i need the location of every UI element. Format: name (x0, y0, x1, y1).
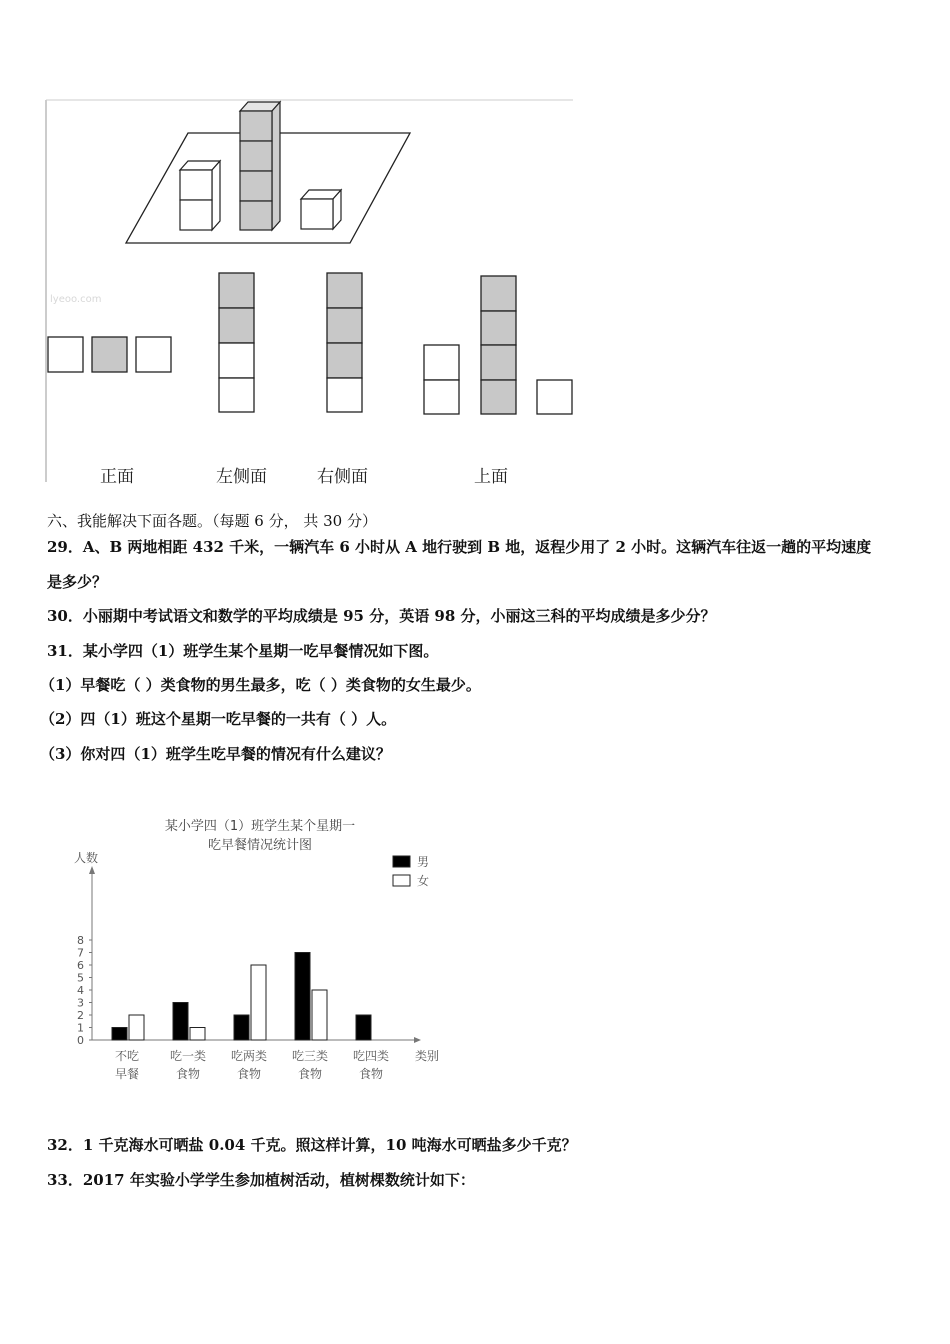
x-tick-label: 不吃 (114, 1049, 140, 1063)
chart-title-line-2: 吃早餐情况统计图 (207, 838, 313, 853)
chart-x-tick-labels (115, 1048, 389, 1081)
question-30: 30．小丽期中考试语文和数学的平均成绩是 95 分，英语 98 分，小丽这三科的平均成绩是多少分？ (47, 607, 716, 625)
legend-swatch (393, 856, 410, 867)
question-33: 33．2017 年实验小学学生参加植树活动，植树棵数统计如下： (47, 1171, 475, 1189)
question-29-line-1: 29．A、B 两地相距 432 千米，一辆汽车 6 小时从 A 地行驶到 B 地，返程少用了 2 小时。这辆汽车往返一趟的平均速度 (47, 538, 872, 556)
x-axis-arrow (414, 1037, 421, 1043)
section-heading: 六、我能解决下面各题。（每题 6 分， 共 30 分） (47, 512, 377, 530)
x-tick-label: 吃三类 (291, 1049, 329, 1063)
cube-stack-right (301, 190, 341, 229)
chart-x-label: 类别 (415, 1049, 440, 1063)
x-tick-label: 早餐 (114, 1067, 140, 1081)
question-32: 32．1 千克海水可晒盐 0.04 千克。照这样计算，10 吨海水可晒盐多少千克？ (47, 1136, 577, 1154)
chart-bars (112, 953, 371, 1041)
label-left-side-view: 左侧面 (216, 467, 267, 487)
top-view (424, 276, 572, 414)
x-tick-label: 食物 (358, 1067, 384, 1081)
bar-female (129, 1015, 144, 1040)
y-tick-label: 3 (77, 996, 84, 1010)
cube-stack-left (180, 161, 220, 230)
y-tick-label: 2 (77, 1009, 84, 1022)
y-tick-label: 4 (77, 984, 84, 997)
right-side-view (327, 273, 362, 412)
three-view-figure (0, 0, 600, 500)
bar-female (312, 990, 327, 1040)
x-tick-label: 食物 (236, 1067, 262, 1081)
legend-label: 男 (417, 855, 430, 869)
bar-male (173, 1003, 188, 1041)
question-31: 31．某小学四（1）班学生某个星期一吃早餐情况如下图。 (47, 642, 439, 660)
x-tick-label: 吃两类 (230, 1049, 268, 1063)
bar-female (251, 965, 266, 1040)
question-31-sub-1: （1）早餐吃（ ）类食物的男生最多，吃（ ）类食物的女生最少。 (40, 676, 481, 694)
x-tick-label: 食物 (297, 1067, 323, 1081)
y-tick-label: 6 (77, 959, 84, 972)
question-31-sub-2: （2）四（1）班这个星期一吃早餐的一共有（ ）人。 (40, 710, 397, 728)
breakfast-bar-chart (60, 808, 460, 1098)
bar-male (234, 1015, 249, 1040)
y-tick-label: 8 (77, 934, 84, 947)
chart-title-line-1: 某小学四（1）班学生某个星期一 (164, 819, 356, 834)
y-tick-label: 0 (77, 1034, 84, 1047)
y-axis-arrow (89, 866, 95, 874)
y-tick-label: 5 (77, 971, 84, 985)
bar-female (190, 1028, 205, 1041)
left-side-view (219, 273, 254, 412)
label-right-side-view: 右侧面 (317, 467, 368, 487)
label-front-view: 正面 (100, 467, 134, 487)
chart-y-label: 人数 (74, 851, 99, 865)
y-tick-label: 1 (77, 1021, 84, 1035)
bar-male (295, 953, 310, 1041)
legend-swatch (393, 875, 410, 886)
chart-legend (393, 855, 429, 888)
bar-male (112, 1028, 127, 1041)
legend-label: 女 (417, 874, 430, 888)
question-31-sub-3: （3）你对四（1）班学生吃早餐的情况有什么建议？ (40, 745, 391, 763)
bar-male (356, 1015, 371, 1040)
x-tick-label: 食物 (175, 1067, 201, 1081)
x-tick-label: 吃一类 (169, 1049, 207, 1063)
question-29-line-2: 是多少？ (47, 573, 108, 591)
cube-stack-middle (240, 102, 280, 230)
label-top-view: 上面 (474, 467, 508, 487)
watermark: lyeoo.com (50, 294, 102, 305)
y-tick-label: 7 (77, 946, 84, 960)
front-view (48, 337, 171, 372)
x-tick-label: 吃四类 (352, 1049, 390, 1063)
